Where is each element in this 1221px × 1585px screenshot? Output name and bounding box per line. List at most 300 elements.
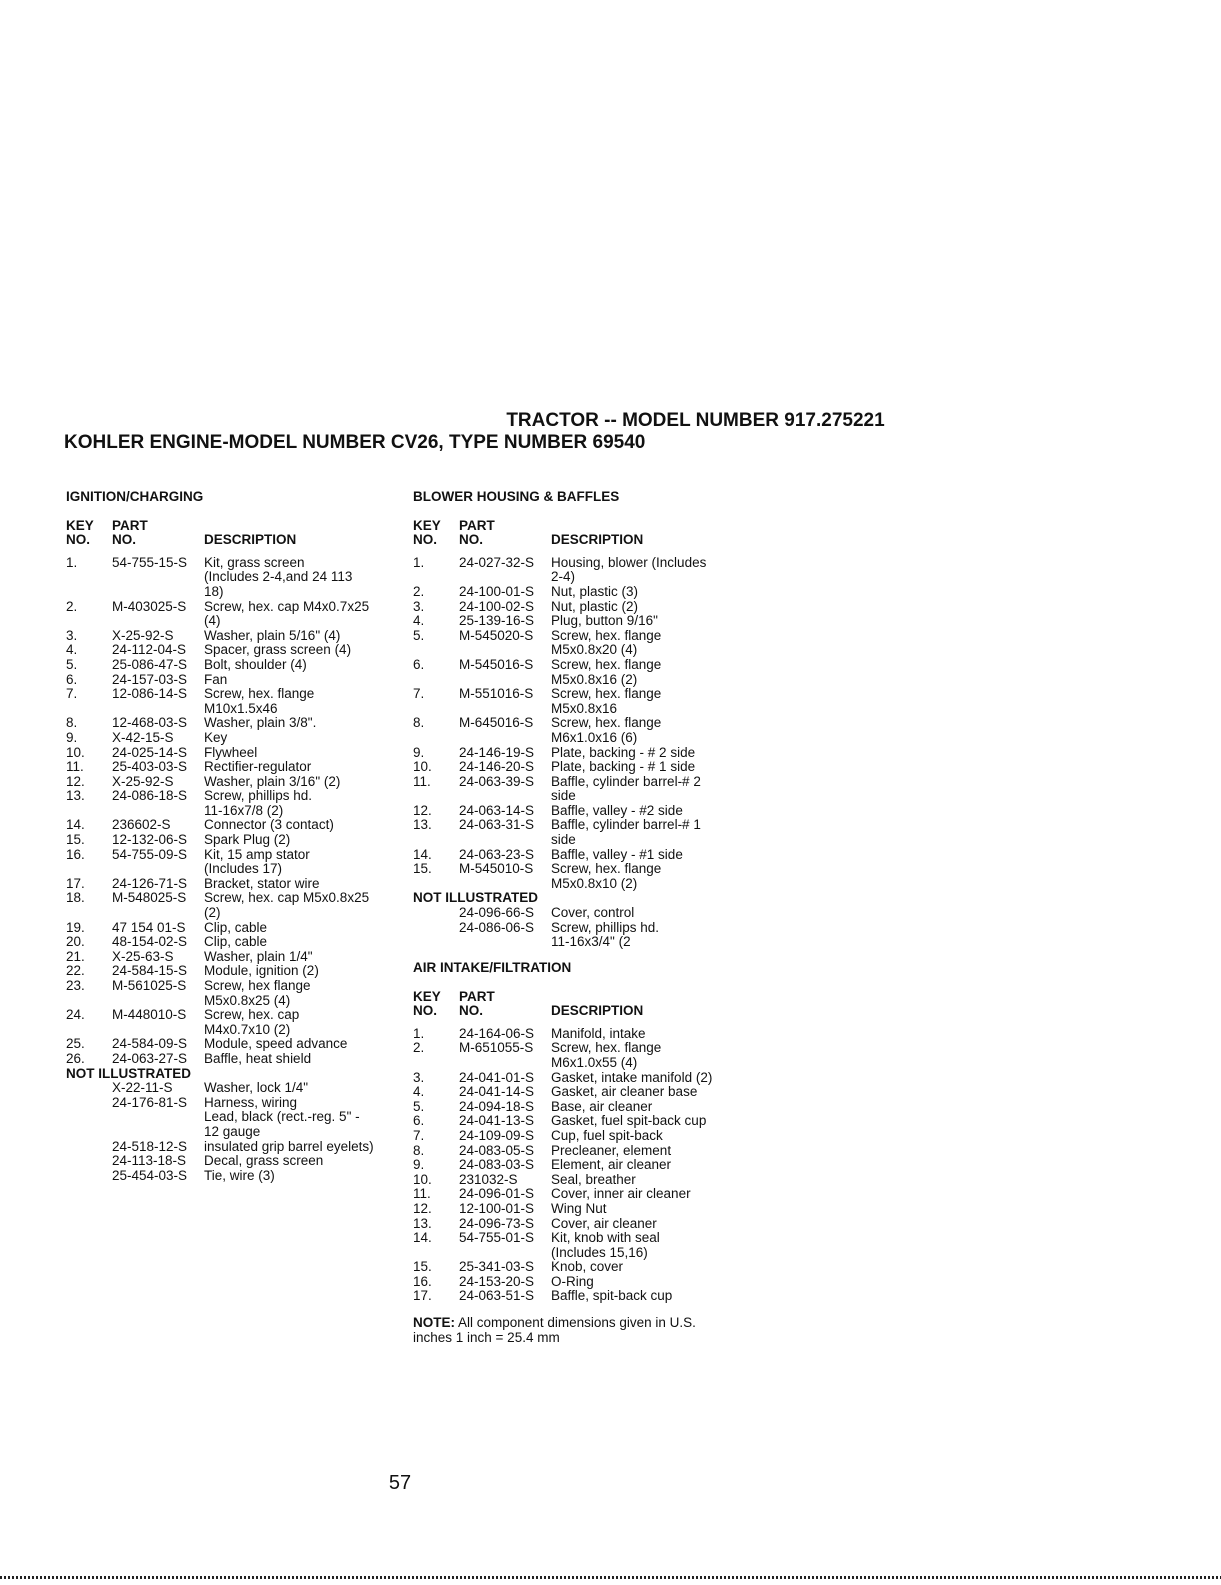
part-row — [413, 1158, 753, 1173]
part-number: 24-086-18-S — [112, 788, 188, 804]
description — [551, 818, 701, 847]
part-row — [413, 906, 753, 921]
part-row — [413, 775, 753, 804]
description-line: M6x1.0x16 (6) — [551, 729, 638, 745]
not-illustrated-label: NOT ILLUSTRATED — [66, 1065, 191, 1081]
description-line: Key — [204, 729, 228, 745]
part-number: X-25-92-S — [112, 773, 174, 789]
part-row — [413, 614, 753, 629]
description — [204, 950, 313, 965]
key-number — [66, 1081, 112, 1096]
description-line: Lead, black (rect.-reg. 5" - — [204, 1109, 360, 1125]
description-line: (4) — [204, 613, 221, 629]
part-row — [413, 1071, 753, 1086]
description — [204, 818, 334, 833]
description-line: Wing Nut — [551, 1200, 607, 1216]
description-line: M10x1.5x46 — [204, 700, 278, 716]
header-part: PART — [459, 988, 495, 1004]
description-line: Screw, hex. flange — [551, 656, 662, 672]
part-number: M-561025-S — [112, 978, 187, 993]
key-number: 4. — [66, 642, 78, 658]
part-row — [66, 775, 406, 790]
key-number: 7. — [413, 1127, 425, 1143]
part-row — [413, 629, 753, 658]
part-number: M-545020-S — [459, 627, 534, 643]
description-line: Kit, grass screen — [204, 554, 305, 570]
part-row — [66, 731, 406, 746]
header-part-no: NO. — [459, 532, 484, 548]
description — [204, 760, 311, 775]
description-line: Baffle, valley - #1 side — [551, 846, 683, 862]
description-line: Clip, cable — [204, 919, 268, 935]
header-part: PART — [112, 517, 148, 533]
part-row — [66, 629, 406, 644]
description-line: Kit, knob with seal — [551, 1230, 660, 1246]
description-line: Nut, plastic (3) — [551, 583, 639, 599]
key-number: 13. — [66, 788, 85, 804]
header-key: KEY — [413, 517, 441, 533]
header-description: DESCRIPTION — [551, 1003, 644, 1019]
part-row — [66, 950, 406, 965]
key-number: 14. — [413, 846, 432, 862]
description-line: Washer, plain 5/16" (4) — [204, 627, 341, 643]
description-line: M5x0.8x16 — [551, 700, 618, 716]
section-title: AIR INTAKE/FILTRATION — [413, 960, 572, 975]
part-row — [66, 1081, 406, 1096]
description — [551, 585, 638, 600]
description-line: Fan — [204, 671, 228, 687]
part-row — [66, 891, 406, 920]
part-number: 24-041-01-S — [459, 1069, 535, 1085]
key-number — [66, 1154, 112, 1169]
part-number: 24-100-01-S — [459, 583, 535, 599]
part-number: 47 154 01-S — [112, 919, 186, 935]
part-row — [66, 848, 406, 877]
page-title: TRACTOR -- MODEL NUMBER 917.275221 — [506, 410, 885, 431]
description — [204, 658, 307, 673]
page-subtitle: KOHLER ENGINE-MODEL NUMBER CV26, TYPE NUMBER 69540 — [64, 432, 646, 453]
key-number: 1. — [66, 554, 78, 570]
part-row — [413, 556, 753, 585]
description — [204, 556, 352, 600]
description — [551, 1289, 672, 1304]
note — [413, 1316, 753, 1345]
description-line: Module, ignition (2) — [204, 963, 319, 979]
part-number: 24-063-14-S — [459, 802, 535, 818]
description-line: 11-16x3/4" (2 — [551, 934, 631, 950]
part-number: X-22-11-S — [112, 1080, 173, 1096]
part-number: 25-086-47-S — [112, 656, 188, 672]
part-row — [413, 1085, 753, 1100]
description-line: Screw, phillips hd. — [551, 919, 660, 935]
header-description: DESCRIPTION — [551, 532, 644, 548]
description-line: (Includes 17) — [204, 861, 283, 877]
description-line: M5x0.8x10 (2) — [551, 875, 638, 891]
not-illustrated-list — [66, 1081, 406, 1183]
part-row — [66, 600, 406, 629]
description-line: Bracket, stator wire — [204, 875, 320, 891]
description — [204, 789, 312, 818]
bottom-edge-rule — [0, 1576, 1221, 1579]
description-line: O-Ring — [551, 1273, 594, 1289]
description-line: Element, air cleaner — [551, 1157, 672, 1173]
description-line: Screw, hex. flange — [551, 627, 662, 643]
description-line: Screw, hex. flange — [204, 686, 315, 702]
part-number: M-448010-S — [112, 1007, 187, 1023]
key-number: 4. — [413, 1084, 425, 1100]
description — [204, 1081, 308, 1096]
part-row — [66, 789, 406, 818]
key-number — [413, 906, 459, 921]
part-number: 24-063-23-S — [459, 846, 535, 862]
key-number: 5. — [413, 1098, 425, 1114]
description — [551, 1231, 660, 1260]
description — [204, 848, 310, 877]
description-line: Screw, hex. flange — [551, 1040, 662, 1056]
description — [551, 862, 661, 891]
part-number: 236602-S — [112, 817, 171, 833]
part-row — [413, 600, 753, 615]
key-number: 10. — [413, 1171, 432, 1187]
part-row — [66, 818, 406, 833]
key-number: 21. — [66, 948, 85, 964]
description — [551, 1144, 671, 1159]
description-line: Gasket, intake manifold (2) — [551, 1069, 713, 1085]
description — [551, 921, 659, 950]
part-number: X-25-92-S — [112, 627, 174, 643]
part-number: X-42-15-S — [112, 729, 174, 745]
part-row — [413, 1275, 753, 1290]
key-number: 10. — [66, 744, 85, 760]
key-number — [66, 1096, 112, 1140]
key-number: 2. — [413, 1040, 425, 1056]
description-line: Gasket, air cleaner base — [551, 1084, 698, 1100]
key-number: 11. — [413, 1186, 431, 1202]
part-row — [66, 673, 406, 688]
part-row — [413, 862, 753, 891]
description-line: Cover, control — [551, 905, 635, 921]
description — [551, 1275, 594, 1290]
part-number: M-548025-S — [112, 890, 187, 906]
description-line: Module, speed advance — [204, 1036, 348, 1052]
page-number: 57 — [388, 1472, 412, 1494]
description — [551, 629, 661, 658]
key-number: 3. — [66, 627, 78, 643]
section-blower-housing — [413, 490, 753, 950]
part-number: 54-755-01-S — [459, 1230, 535, 1246]
description — [551, 746, 695, 761]
part-row — [413, 1289, 753, 1304]
key-number — [66, 1169, 112, 1184]
description-line: Rectifier-regulator — [204, 759, 312, 775]
part-number: 24-584-09-S — [112, 1036, 188, 1052]
description — [204, 1096, 360, 1140]
part-row — [413, 1217, 753, 1232]
description-line: Screw, hex. cap M5x0.8x25 — [204, 890, 370, 906]
part-row — [413, 1129, 753, 1144]
part-number: 24-027-32-S — [459, 554, 535, 570]
part-number: 24-113-18-S — [112, 1153, 187, 1169]
description — [551, 1173, 636, 1188]
header-part-no: NO. — [112, 532, 137, 548]
part-row — [66, 716, 406, 731]
key-number: 12. — [413, 1200, 432, 1216]
description — [551, 1187, 691, 1202]
part-number: 24-063-31-S — [459, 817, 535, 833]
part-number: 24-146-19-S — [459, 744, 535, 760]
part-number: 24-164-06-S — [459, 1025, 535, 1041]
key-number: 26. — [66, 1050, 85, 1066]
description-line: 2-4) — [551, 569, 576, 585]
part-number: 12-100-01-S — [459, 1200, 535, 1216]
description — [551, 716, 661, 745]
header-key-no: NO. — [413, 532, 438, 548]
description — [204, 935, 267, 950]
description — [551, 1260, 623, 1275]
part-number: 24-146-20-S — [459, 759, 535, 775]
part-row — [413, 760, 753, 775]
part-row — [413, 1027, 753, 1042]
description-line: Harness, wiring — [204, 1094, 298, 1110]
header-key-no: NO. — [66, 532, 91, 548]
description-line: Gasket, fuel spit-back cup — [551, 1113, 707, 1129]
column-headers — [66, 519, 406, 548]
part-number: 24-083-05-S — [459, 1142, 535, 1158]
part-number: M-545010-S — [459, 861, 534, 877]
key-number: 6. — [413, 656, 425, 672]
description-line: M4x0.7x10 (2) — [204, 1021, 291, 1037]
key-number: 9. — [413, 1157, 425, 1173]
part-row — [66, 1052, 406, 1067]
description-line: Screw, hex. cap — [204, 1007, 300, 1023]
description — [551, 775, 701, 804]
part-row — [66, 1037, 406, 1052]
key-number: 25. — [66, 1036, 85, 1052]
part-number: 24-157-03-S — [112, 671, 188, 687]
part-row — [413, 1100, 753, 1115]
description-line: Cover, inner air cleaner — [551, 1186, 691, 1202]
part-row — [413, 746, 753, 761]
part-row — [413, 804, 753, 819]
key-number: 5. — [66, 656, 78, 672]
key-number: 11. — [66, 759, 84, 775]
description — [551, 658, 661, 687]
description-line: Clip, cable — [204, 934, 268, 950]
description-line: Tie, wire (3) — [204, 1167, 275, 1183]
description-line: Connector (3 contact) — [204, 817, 334, 833]
part-row — [413, 658, 753, 687]
part-row — [66, 935, 406, 950]
description — [204, 1154, 323, 1169]
part-number: 25-341-03-S — [459, 1259, 535, 1275]
key-number: 4. — [413, 613, 425, 629]
part-number: 25-454-03-S — [112, 1167, 188, 1183]
description — [204, 731, 227, 746]
header-description: DESCRIPTION — [204, 532, 297, 548]
not-illustrated-label: NOT ILLUSTRATED — [413, 890, 538, 906]
key-number: 24. — [66, 1007, 85, 1023]
description — [204, 1008, 299, 1037]
description — [551, 600, 638, 615]
description-line: Decal, grass screen — [204, 1153, 324, 1169]
description-line: M5x0.8x20 (4) — [551, 642, 638, 658]
part-number: 24-109-09-S — [459, 1127, 535, 1143]
key-number: 14. — [413, 1230, 432, 1246]
description-line: Kit, 15 amp stator — [204, 846, 310, 862]
part-number: 12-086-14-S — [112, 686, 188, 702]
description-line: side — [551, 832, 576, 848]
key-number: 19. — [66, 919, 85, 935]
description-line: Baffle, valley - #2 side — [551, 802, 683, 818]
description-line: Seal, breather — [551, 1171, 636, 1187]
part-row — [413, 687, 753, 716]
part-number: M-651055-S — [459, 1040, 534, 1056]
description-line: Screw, phillips hd. — [204, 788, 313, 804]
description-line: Washer, plain 3/16" (2) — [204, 773, 341, 789]
description-line: Cup, fuel spit-back — [551, 1127, 663, 1143]
part-number: 25-139-16-S — [459, 613, 535, 629]
part-row — [413, 1173, 753, 1188]
part-number: 231032-S — [459, 1171, 518, 1187]
key-number: 7. — [66, 686, 78, 702]
description — [204, 979, 311, 1008]
part-number: 24-096-01-S — [459, 1186, 535, 1202]
part-number: 12-132-06-S — [112, 832, 188, 848]
part-number: 54-755-15-S — [112, 554, 188, 570]
key-number: 6. — [413, 1113, 425, 1129]
description-line: M5x0.8x16 (2) — [551, 671, 638, 687]
description-line: (2) — [204, 905, 221, 921]
description — [551, 1129, 663, 1144]
note-label: NOTE: — [413, 1315, 455, 1331]
part-row — [413, 848, 753, 863]
part-number: M-551016-S — [459, 686, 534, 702]
part-number: 24-100-02-S — [459, 598, 535, 614]
part-number: 24-112-04-S — [112, 642, 187, 658]
key-number: 14. — [66, 817, 85, 833]
part-number: X-25-63-S — [112, 948, 174, 964]
description — [204, 891, 369, 920]
header-key-no: NO. — [413, 1003, 438, 1019]
description — [551, 614, 658, 629]
description-line: Spark Plug (2) — [204, 832, 291, 848]
description-line: Screw, hex. flange — [551, 686, 662, 702]
description — [551, 687, 661, 716]
part-row — [66, 687, 406, 716]
description-line: Screw, hex. flange — [551, 861, 662, 877]
description-line: Plate, backing - # 2 side — [551, 744, 696, 760]
description — [551, 906, 634, 921]
part-number: 24-041-14-S — [459, 1084, 535, 1100]
description — [204, 921, 267, 936]
description — [204, 673, 227, 688]
description — [204, 1037, 347, 1052]
description — [551, 1027, 646, 1042]
part-number: 24-083-03-S — [459, 1157, 535, 1173]
part-row — [66, 979, 406, 1008]
part-number: 24-086-06-S — [459, 919, 535, 935]
key-number: 12. — [413, 802, 432, 818]
part-number: M-545016-S — [459, 656, 534, 672]
description — [551, 804, 683, 819]
key-number: 16. — [66, 846, 85, 862]
key-number: 13. — [413, 817, 432, 833]
header-part-no: NO. — [459, 1003, 484, 1019]
description — [204, 964, 319, 979]
section-air-intake — [413, 961, 753, 1345]
key-number: 10. — [413, 759, 432, 775]
key-number: 15. — [413, 1259, 432, 1275]
description-line: Screw, hex. flange — [551, 715, 662, 731]
description-line: Manifold, intake — [551, 1025, 646, 1041]
part-number: M-403025-S — [112, 598, 187, 614]
part-row — [66, 1169, 406, 1184]
part-number: 54-755-09-S — [112, 846, 188, 862]
description — [204, 1169, 275, 1184]
part-number: 24-063-51-S — [459, 1288, 535, 1304]
description-line: Screw, hex flange — [204, 978, 311, 993]
description-line: Baffle, spit-back cup — [551, 1288, 673, 1304]
parts-list — [413, 556, 753, 892]
description — [204, 716, 316, 731]
description — [551, 1217, 657, 1232]
part-row — [66, 658, 406, 673]
description-line: Washer, plain 1/4" — [204, 948, 313, 964]
part-number: 24-063-27-S — [112, 1050, 188, 1066]
part-row — [66, 746, 406, 761]
description-line: 18) — [204, 583, 224, 599]
description — [551, 1071, 712, 1086]
header-key: KEY — [413, 988, 441, 1004]
description — [204, 643, 351, 658]
description-line: Precleaner, element — [551, 1142, 672, 1158]
description-line: Base, air cleaner — [551, 1098, 653, 1114]
key-number: 2. — [66, 598, 78, 614]
part-row — [66, 643, 406, 658]
part-row — [413, 585, 753, 600]
part-number: 24-094-18-S — [459, 1098, 535, 1114]
key-number: 1. — [413, 1025, 425, 1041]
part-number: 24-041-13-S — [459, 1113, 535, 1129]
key-number: 22. — [66, 963, 85, 979]
key-number: 13. — [413, 1215, 432, 1231]
part-row — [413, 1231, 753, 1260]
part-row — [66, 760, 406, 775]
part-number: 24-096-66-S — [459, 905, 535, 921]
description — [204, 629, 340, 644]
key-number: 6. — [66, 671, 78, 687]
description-line: (Includes 15,16) — [551, 1244, 648, 1260]
header-key: KEY — [66, 517, 94, 533]
part-number: 24-025-14-S — [112, 744, 188, 760]
column-headers — [413, 990, 753, 1019]
key-number: 15. — [413, 861, 432, 877]
part-row — [66, 1096, 406, 1140]
part-row — [66, 921, 406, 936]
description-line: Baffle, cylinder barrel-# 1 — [551, 817, 701, 833]
part-number: 24-063-39-S — [459, 773, 535, 789]
key-number: 3. — [413, 598, 425, 614]
key-number: 11. — [413, 773, 431, 789]
note-text-2: inches 1 inch = 25.4 mm — [413, 1329, 560, 1345]
description — [551, 556, 706, 585]
part-row — [413, 1114, 753, 1129]
description — [204, 877, 320, 892]
description — [551, 1041, 661, 1070]
parts-list — [66, 556, 406, 1067]
key-number: 8. — [413, 715, 425, 731]
part-row — [413, 1260, 753, 1275]
